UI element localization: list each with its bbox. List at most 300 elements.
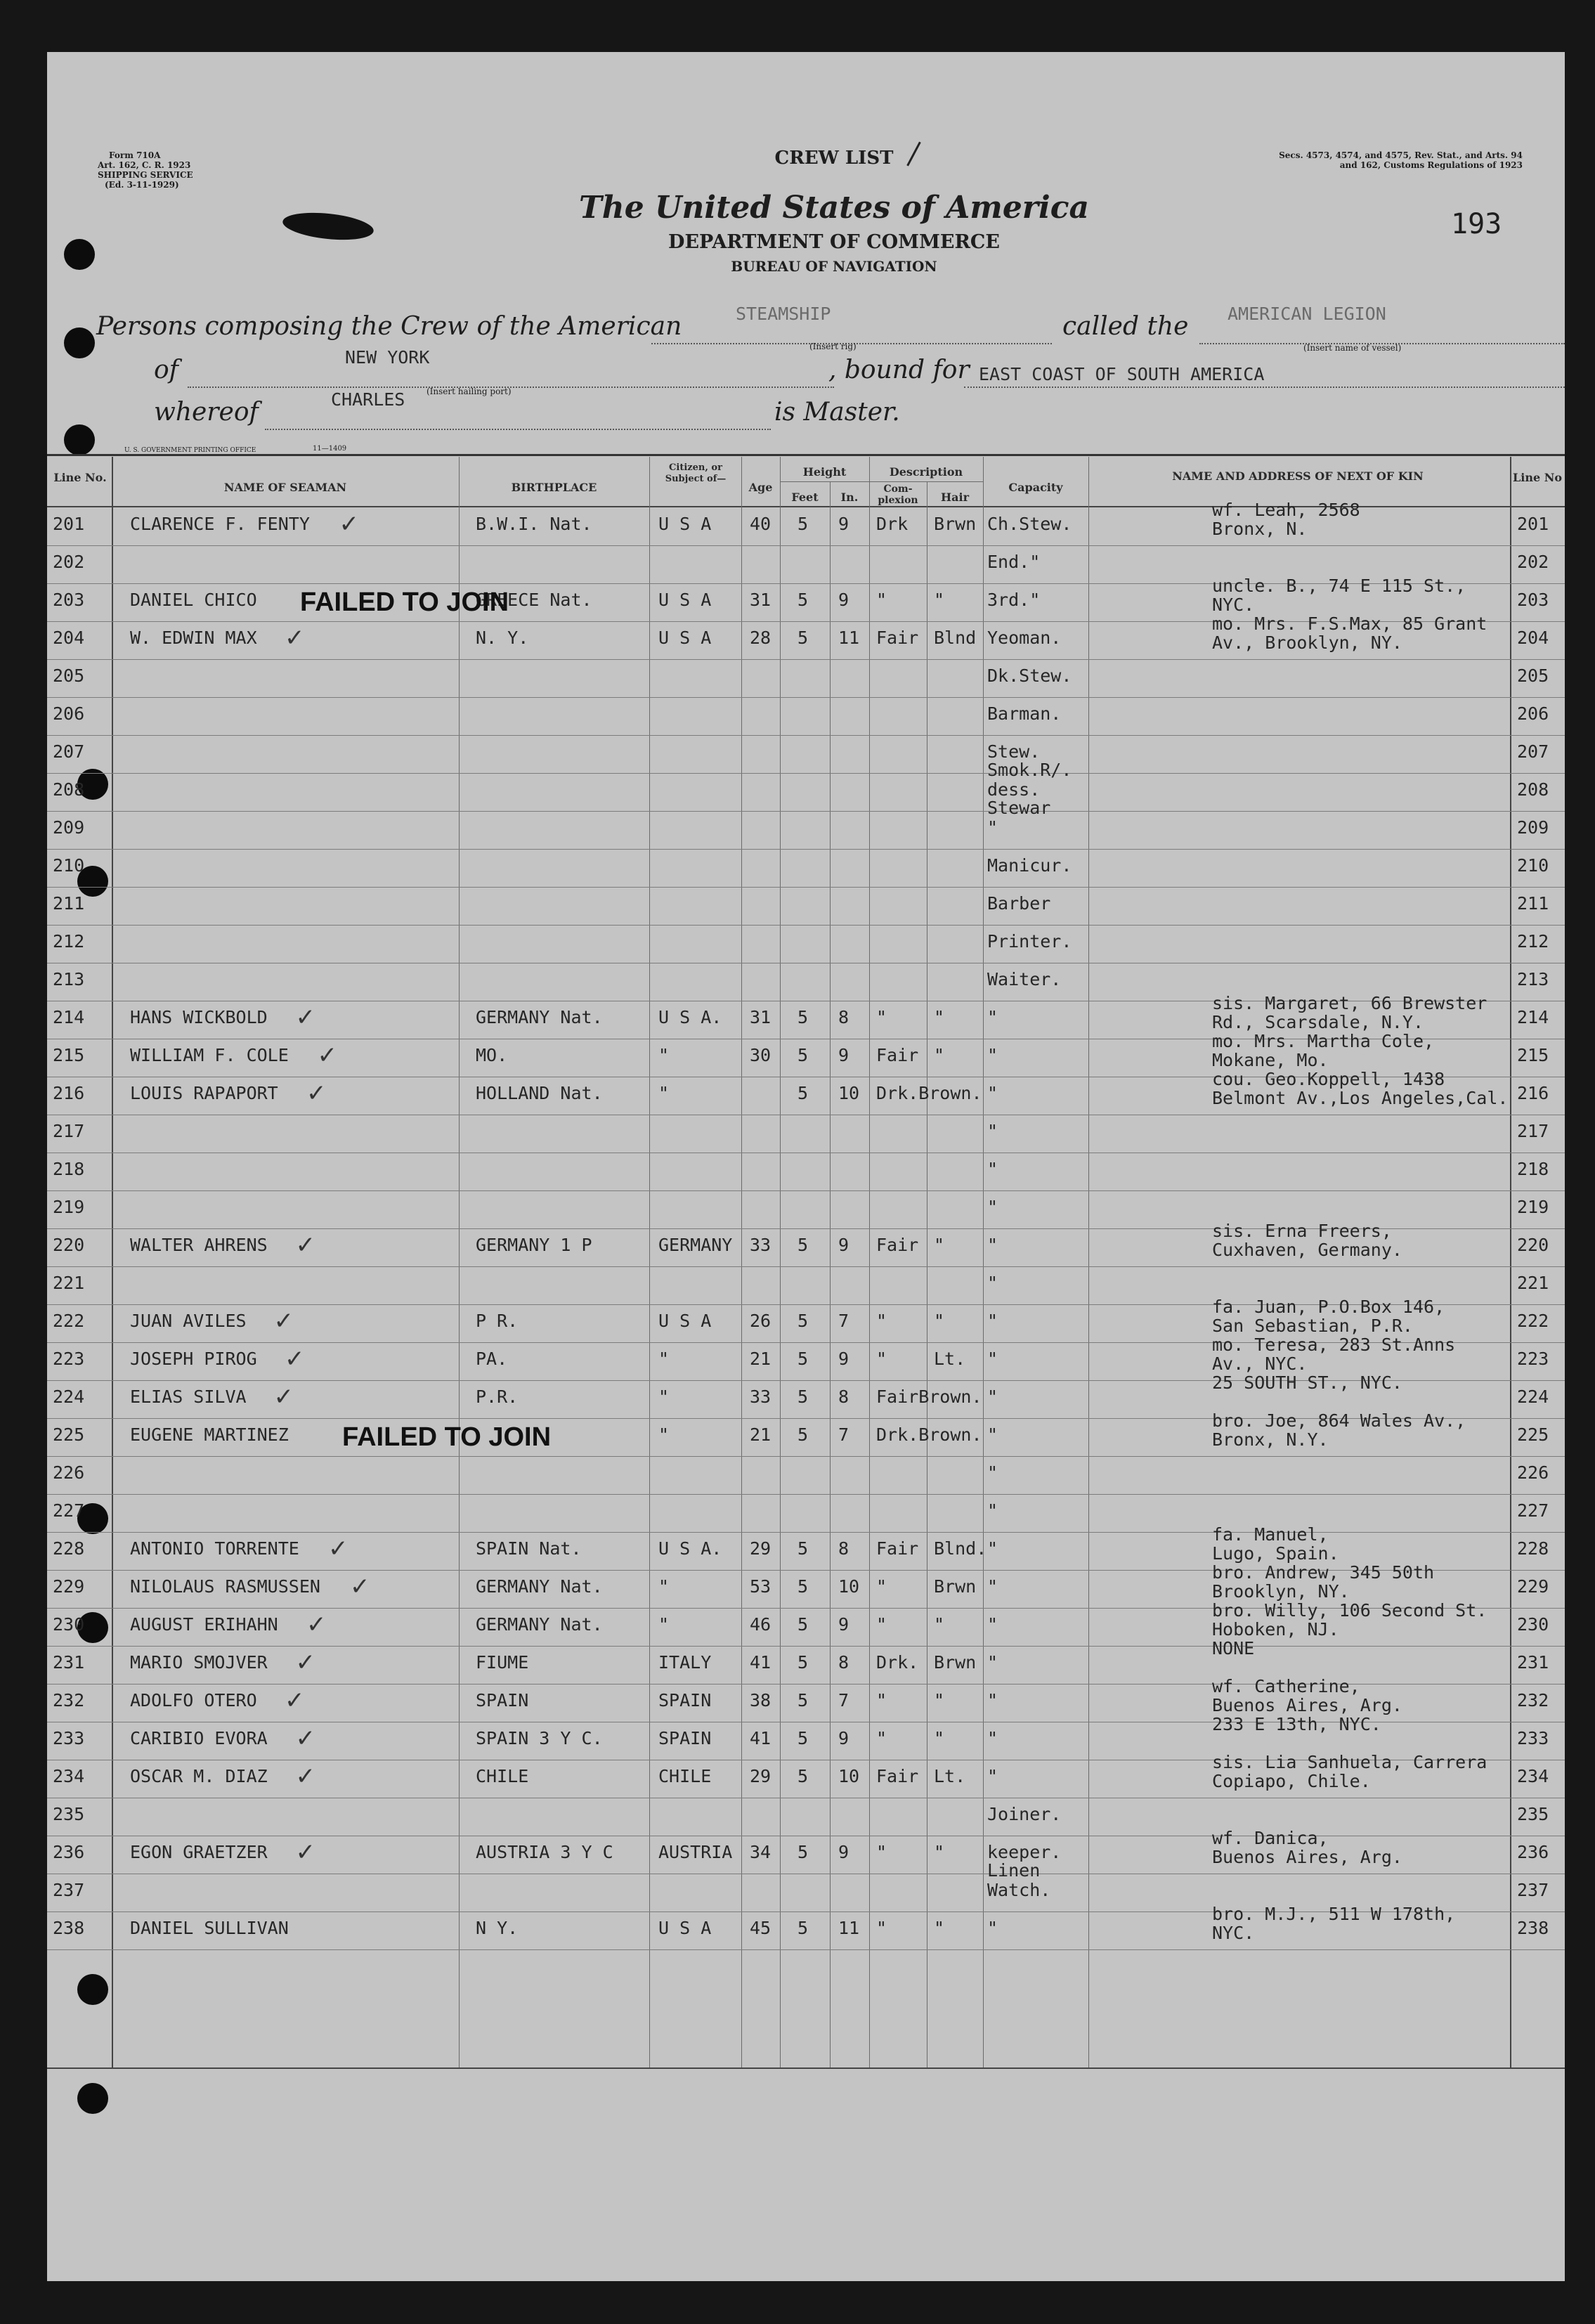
seaman-name: DANIEL CHICO <box>130 590 257 610</box>
citizenship: SPAIN <box>658 1690 712 1710</box>
kin-line-1: mo. Teresa, 283 St.Anns <box>1212 1335 1456 1355</box>
persons-label: Persons composing the Crew of the American <box>96 312 682 341</box>
capacity: Stew. <box>987 741 1041 762</box>
citizenship: " <box>658 1576 670 1597</box>
citizenship: CHILE <box>658 1766 712 1786</box>
line-no-left: 215 <box>53 1045 85 1065</box>
header-birthplace: BIRTHPLACE <box>511 481 597 494</box>
hair: " <box>934 590 945 610</box>
vessel-value: AMERICAN LEGION <box>1228 304 1386 324</box>
kin-line-2: Av., NYC. <box>1212 1353 1308 1374</box>
line-no-left: 229 <box>53 1576 85 1597</box>
kin-line-1: bro. Joe, 864 Wales Av., <box>1212 1410 1466 1431</box>
statute-reference: Secs. 4573, 4574, and 4575, Rev. Stat., and Arts. 94 and 162, Customs Regulations of 1923 <box>1279 150 1523 170</box>
capacity: " <box>987 1273 998 1293</box>
header-complexion: Com- plexion <box>878 483 918 506</box>
table-bottom-border <box>47 2067 1565 2069</box>
next-of-kin <box>1212 1411 1577 1449</box>
line-no-left: 221 <box>53 1273 85 1293</box>
line-no-right: 219 <box>1517 1197 1549 1217</box>
line-no-left: 223 <box>53 1349 85 1369</box>
hair: " <box>934 1728 945 1748</box>
capacity: " <box>987 1121 998 1141</box>
height-inches: 8 <box>838 1007 849 1027</box>
checkmark-icon: ✓ <box>295 1763 315 1791</box>
crew-list-document <box>47 52 1565 2281</box>
of-label: of <box>154 356 178 384</box>
height-feet: 5 <box>798 514 809 534</box>
line-no-right: 208 <box>1517 779 1549 800</box>
hair: Lt. <box>934 1766 966 1786</box>
height-feet: 5 <box>798 1690 809 1710</box>
line-no-left: 226 <box>53 1462 85 1483</box>
age: 29 <box>750 1766 772 1786</box>
seaman-name: W. EDWIN MAX <box>130 628 257 648</box>
capacity: " <box>987 1690 998 1710</box>
line-no-left: 237 <box>53 1880 85 1900</box>
seaman-name: ADOLFO OTERO <box>130 1690 257 1710</box>
called-the-label: called the <box>1062 312 1189 341</box>
hair: " <box>934 1045 945 1065</box>
line-no-right: 236 <box>1517 1842 1549 1862</box>
crew-row <box>47 1153 1565 1191</box>
height-feet: 5 <box>798 1538 809 1559</box>
height-inches: 8 <box>838 1652 849 1673</box>
citizenship: ITALY <box>658 1652 712 1673</box>
age: 53 <box>750 1576 772 1597</box>
line-no-left: 210 <box>53 855 85 876</box>
complexion: FairBrown. <box>876 1387 982 1407</box>
height-inches: 10 <box>838 1576 860 1597</box>
line-no-left: 205 <box>53 666 85 686</box>
line-no-left: 224 <box>53 1387 85 1407</box>
capacity: " <box>987 817 998 838</box>
hair: Blnd. <box>934 1538 987 1559</box>
seaman-name: CARIBIO EVORA <box>130 1728 268 1748</box>
line-no-right: 210 <box>1517 855 1549 876</box>
line-no-left: 222 <box>53 1311 85 1331</box>
next-of-kin <box>1212 1297 1577 1335</box>
line-no-left: 233 <box>53 1728 85 1748</box>
seaman-name: EGON GRAETZER <box>130 1842 268 1862</box>
capacity: " <box>987 1424 998 1445</box>
height-feet: 5 <box>798 1083 809 1103</box>
capacity: " <box>987 1159 998 1179</box>
citizenship: " <box>658 1387 670 1407</box>
punch-hole <box>64 327 95 358</box>
age: 34 <box>750 1842 772 1862</box>
next-of-kin <box>1212 1563 1577 1601</box>
kin-line-1: uncle. B., 74 E 115 St., <box>1212 576 1466 596</box>
checkmark-icon: ✓ <box>273 1383 294 1411</box>
line-no-left: 236 <box>53 1842 85 1862</box>
checkmark-icon: ✓ <box>285 624 305 652</box>
citizenship: U S A <box>658 514 712 534</box>
kin-line-1: sis. Margaret, 66 Brewster <box>1212 993 1487 1013</box>
country-heading: The United States of America <box>578 190 1090 226</box>
line-no-right: 206 <box>1517 703 1549 724</box>
destination-value: EAST COAST OF SOUTH AMERICA <box>979 364 1265 384</box>
complexion: Fair <box>876 1045 919 1065</box>
line-no-right: 215 <box>1517 1045 1549 1065</box>
hair: " <box>934 1690 945 1710</box>
citizenship: AUSTRIA <box>658 1842 733 1862</box>
height-inches: 9 <box>838 1045 849 1065</box>
age: 41 <box>750 1652 772 1673</box>
capacity: Watch. <box>987 1880 1051 1900</box>
bureau-heading: BUREAU OF NAVIGATION <box>731 258 937 275</box>
height-inches: 7 <box>838 1424 849 1445</box>
complexion: " <box>876 1349 887 1369</box>
kin-line-1: NONE <box>1212 1638 1255 1658</box>
kin-line-1: mo. Mrs. F.S.Max, 85 Grant <box>1212 614 1487 634</box>
checkmark-icon: ✓ <box>328 1535 349 1563</box>
next-of-kin <box>1212 1829 1577 1867</box>
crew-row <box>47 811 1565 850</box>
seaman-name: ANTONIO TORRENTE <box>130 1538 299 1559</box>
punch-hole <box>77 2083 108 2114</box>
capacity: " <box>987 1462 998 1483</box>
seaman-name: EUGENE MARTINEZ <box>130 1424 289 1445</box>
age: 31 <box>750 1007 772 1027</box>
birthplace: FIUME <box>476 1652 529 1673</box>
complexion: Drk <box>876 514 909 534</box>
whereof-label: whereof <box>154 398 259 427</box>
line-no-left: 227 <box>53 1500 85 1521</box>
next-of-kin <box>1212 994 1577 1032</box>
birthplace: GERMANY 1 P <box>476 1235 592 1255</box>
checkmark-icon: ✓ <box>285 1687 305 1715</box>
kin-line-1: wf. Danica, <box>1212 1828 1329 1848</box>
form-edition: (Ed. 3-11-1929) <box>105 180 179 190</box>
line-no-left: 234 <box>53 1766 85 1786</box>
capacity: " <box>987 1235 998 1255</box>
header-line-no: Line No. <box>53 471 107 484</box>
age: 28 <box>750 628 772 648</box>
capacity: " <box>987 1728 998 1748</box>
citizenship: " <box>658 1349 670 1369</box>
age: 29 <box>750 1538 772 1559</box>
line-no-left: 208 <box>53 779 85 800</box>
checkmark-icon: ✓ <box>306 1079 327 1108</box>
capacity-continuation: Stewar <box>987 798 1051 818</box>
next-of-kin <box>1212 1715 1577 1734</box>
seaman-name: WALTER AHRENS <box>130 1235 268 1255</box>
next-of-kin <box>1212 1639 1577 1658</box>
complexion: Fair <box>876 628 919 648</box>
line-no-right: 234 <box>1517 1766 1549 1786</box>
height-inches: 7 <box>838 1690 849 1710</box>
birthplace: MO. <box>476 1045 508 1065</box>
master-field-line <box>265 429 771 430</box>
hair: Lt. <box>934 1349 966 1369</box>
height-feet: 5 <box>798 1918 809 1938</box>
capacity: Printer. <box>987 931 1072 952</box>
capacity: " <box>987 1576 998 1597</box>
height-inches: 8 <box>838 1387 849 1407</box>
height-inches: 9 <box>838 1842 849 1862</box>
crew-row <box>47 659 1565 698</box>
line-no-right: 221 <box>1517 1273 1549 1293</box>
line-no-left: 202 <box>53 552 85 572</box>
ink-blot <box>281 209 375 243</box>
line-no-left: 217 <box>53 1121 85 1141</box>
next-of-kin <box>1212 1677 1577 1715</box>
age: 21 <box>750 1349 772 1369</box>
kin-line-2: Belmont Av.,Los Angeles,Cal. <box>1212 1088 1509 1108</box>
birthplace: B.W.I. Nat. <box>476 514 592 534</box>
line-no-left: 231 <box>53 1652 85 1673</box>
checkmark-icon: ✓ <box>295 1725 315 1753</box>
header-age: Age <box>748 481 773 494</box>
next-of-kin <box>1212 1525 1577 1563</box>
capacity: " <box>987 1045 998 1065</box>
age: 26 <box>750 1311 772 1331</box>
line-no-left: 201 <box>53 514 85 534</box>
kin-line-1: 25 SOUTH ST., NYC. <box>1212 1372 1402 1393</box>
capacity: " <box>987 1387 998 1407</box>
height-inches: 11 <box>838 628 860 648</box>
capacity: " <box>987 1918 998 1938</box>
kin-line-2: Hoboken, NJ. <box>1212 1619 1339 1640</box>
line-no-right: 207 <box>1517 741 1549 762</box>
kin-line-1: wf. Leah, 2568 <box>1212 500 1360 520</box>
kin-line-2: San Sebastian, P.R. <box>1212 1316 1413 1336</box>
line-no-right: 238 <box>1517 1918 1549 1938</box>
line-no-right: 235 <box>1517 1804 1549 1824</box>
line-no-left: 206 <box>53 703 85 724</box>
line-no-left: 235 <box>53 1804 85 1824</box>
seaman-name: AUGUST ERIHAHN <box>130 1614 278 1635</box>
age: 31 <box>750 590 772 610</box>
line-no-left: 228 <box>53 1538 85 1559</box>
hair: Blnd <box>934 628 977 648</box>
line-no-right: 233 <box>1517 1728 1549 1748</box>
header-height: Height <box>802 465 847 479</box>
complexion: " <box>876 1690 887 1710</box>
next-of-kin <box>1212 1335 1577 1373</box>
capacity: " <box>987 1007 998 1027</box>
header-name: NAME OF SEAMAN <box>223 481 347 494</box>
hair: " <box>934 1007 945 1027</box>
complexion: Fair <box>876 1538 919 1559</box>
kin-line-1: fa. Juan, P.O.Box 146, <box>1212 1297 1445 1317</box>
next-of-kin <box>1212 614 1577 652</box>
kin-line-2: NYC. <box>1212 595 1255 615</box>
birthplace: SPAIN <box>476 1690 529 1710</box>
birthplace: N Y. <box>476 1918 519 1938</box>
kin-line-2: Lugo, Spain. <box>1212 1543 1339 1564</box>
age: 33 <box>750 1387 772 1407</box>
seaman-name: WILLIAM F. COLE <box>130 1045 289 1065</box>
birthplace: CHILE <box>476 1766 529 1786</box>
complexion: Drk.Brown. <box>876 1424 982 1445</box>
capacity: " <box>987 1083 998 1103</box>
line-no-left: 213 <box>53 969 85 989</box>
crew-list-title: CREW LIST <box>774 148 894 169</box>
form-reference: Art. 162, C. R. 1923 <box>98 160 191 170</box>
seaman-name: JUAN AVILES <box>130 1311 247 1331</box>
next-of-kin <box>1212 1601 1577 1639</box>
capacity: " <box>987 1652 998 1673</box>
line-no-right: 213 <box>1517 969 1549 989</box>
hair: " <box>934 1614 945 1635</box>
bound-for-label: , bound for <box>828 356 970 384</box>
birthplace: GREECE Nat. <box>476 590 592 610</box>
next-of-kin <box>1212 1904 1577 1942</box>
height-inches: 9 <box>838 1728 849 1748</box>
complexion: " <box>876 1007 887 1027</box>
line-no-left: 209 <box>53 817 85 838</box>
kin-line-1: mo. Mrs. Martha Cole, <box>1212 1031 1435 1051</box>
kin-line-1: fa. Manuel, <box>1212 1524 1329 1545</box>
kin-line-2: Buenos Aires, Arg. <box>1212 1695 1402 1715</box>
height-inches: 10 <box>838 1766 860 1786</box>
next-of-kin <box>1212 1373 1577 1392</box>
kin-line-1: cou. Geo.Koppell, 1438 <box>1212 1069 1445 1089</box>
age: 30 <box>750 1045 772 1065</box>
capacity: Waiter. <box>987 969 1062 989</box>
line-no-left: 225 <box>53 1424 85 1445</box>
line-no-right: 229 <box>1517 1576 1549 1597</box>
complexion: " <box>876 1576 887 1597</box>
line-no-right: 224 <box>1517 1387 1549 1407</box>
failed-to-join-stamp: FAILED TO JOIN <box>342 1422 552 1452</box>
birthplace: N. Y. <box>476 628 529 648</box>
kin-line-2: Cuxhaven, Germany. <box>1212 1240 1402 1260</box>
next-of-kin <box>1212 1753 1577 1791</box>
checkmark-icon: ✓ <box>295 1649 315 1677</box>
form-id: Form 710A <box>109 150 161 160</box>
line-no-right: 201 <box>1517 514 1549 534</box>
line-no-left: 207 <box>53 741 85 762</box>
capacity: Ch.Stew. <box>987 514 1072 534</box>
citizenship: U S A <box>658 1918 712 1938</box>
complexion: " <box>876 1918 887 1938</box>
complexion: " <box>876 1842 887 1862</box>
citizenship: SPAIN <box>658 1728 712 1748</box>
master-label: is Master. <box>774 398 900 427</box>
line-no-left: 219 <box>53 1197 85 1217</box>
capacity-continuation: Linen <box>987 1860 1041 1881</box>
line-no-right: 230 <box>1517 1614 1549 1635</box>
kin-line-1: wf. Catherine, <box>1212 1676 1360 1696</box>
kin-line-2: Brooklyn, NY. <box>1212 1581 1350 1602</box>
next-of-kin <box>1212 1032 1577 1070</box>
vessel-hint: (Insert name of vessel) <box>1303 343 1402 353</box>
capacity: " <box>987 1349 998 1369</box>
capacity: Yeoman. <box>987 628 1062 648</box>
hair: " <box>934 1918 945 1938</box>
height-feet: 5 <box>798 1424 809 1445</box>
birthplace: GERMANY Nat. <box>476 1614 603 1635</box>
height-inches: 9 <box>838 514 849 534</box>
page-number: 193 <box>1451 208 1502 240</box>
seaman-name: JOSEPH PIROG <box>130 1349 257 1369</box>
checkmark-icon: ✓ <box>306 1611 327 1639</box>
line-no-left: 216 <box>53 1083 85 1103</box>
checkmark-icon: ✓ <box>273 1307 294 1335</box>
line-no-right: 227 <box>1517 1500 1549 1521</box>
capacity: Manicur. <box>987 855 1072 876</box>
line-no-right: 223 <box>1517 1349 1549 1369</box>
kin-line-1: bro. Andrew, 345 50th <box>1212 1562 1435 1583</box>
master-value: CHARLES <box>331 389 405 410</box>
next-of-kin <box>1212 500 1577 538</box>
line-no-left: 203 <box>53 590 85 610</box>
kin-line-2: Bronx, N. <box>1212 519 1308 539</box>
complexion: " <box>876 1728 887 1748</box>
height-inches: 9 <box>838 1614 849 1635</box>
header-description: Description <box>889 465 963 479</box>
citizenship: GERMANY <box>658 1235 733 1255</box>
citizenship: " <box>658 1083 670 1103</box>
height-feet: 5 <box>798 1007 809 1027</box>
capacity: Barber <box>987 893 1051 914</box>
checkmark-icon: ✓ <box>295 1004 315 1032</box>
citizenship: U S A <box>658 590 712 610</box>
height-inches: 9 <box>838 1349 849 1369</box>
line-no-right: 202 <box>1517 552 1549 572</box>
height-feet: 5 <box>798 1387 809 1407</box>
line-no-right: 231 <box>1517 1652 1549 1673</box>
citizenship: " <box>658 1424 670 1445</box>
line-no-left: 214 <box>53 1007 85 1027</box>
line-no-right: 214 <box>1517 1007 1549 1027</box>
height-feet: 5 <box>798 1842 809 1862</box>
capacity: Dk.Stew. <box>987 666 1072 686</box>
line-no-right: 228 <box>1517 1538 1549 1559</box>
line-no-right: 218 <box>1517 1159 1549 1179</box>
line-no-left: 220 <box>53 1235 85 1255</box>
height-inches: 11 <box>838 1918 860 1938</box>
birthplace: GERMANY Nat. <box>476 1576 603 1597</box>
birthplace: P.R. <box>476 1387 519 1407</box>
line-no-left: 218 <box>53 1159 85 1179</box>
line-no-left: 230 <box>53 1614 85 1635</box>
kin-line-1: bro. Willy, 106 Second St. <box>1212 1600 1487 1621</box>
line-no-right: 220 <box>1517 1235 1549 1255</box>
age: 38 <box>750 1690 772 1710</box>
birthplace: SPAIN 3 Y C. <box>476 1728 603 1748</box>
complexion: " <box>876 590 887 610</box>
birthplace: SPAIN Nat. <box>476 1538 582 1559</box>
age: 21 <box>750 1424 772 1445</box>
capacity: " <box>987 1311 998 1331</box>
line-no-right: 211 <box>1517 893 1549 914</box>
capacity: " <box>987 1614 998 1635</box>
capacity: " <box>987 1538 998 1559</box>
age: 45 <box>750 1918 772 1938</box>
line-no-right: 216 <box>1517 1083 1549 1103</box>
height-feet: 5 <box>798 628 809 648</box>
birthplace: GERMANY Nat. <box>476 1007 603 1027</box>
height-feet: 5 <box>798 590 809 610</box>
capacity-continuation: Smok.R/. <box>987 760 1072 780</box>
birthplace: P R. <box>476 1311 519 1331</box>
rig-value: STEAMSHIP <box>736 304 831 324</box>
kin-line-1: sis. Lia Sanhuela, Carrera <box>1212 1752 1487 1772</box>
seaman-name: NILOLAUS RASMUSSEN <box>130 1576 320 1597</box>
punch-hole <box>77 1974 108 2005</box>
line-no-right: 232 <box>1517 1690 1549 1710</box>
citizenship: " <box>658 1614 670 1635</box>
hair: " <box>934 1842 945 1862</box>
height-inches: 10 <box>838 1083 860 1103</box>
department-heading: DEPARTMENT OF COMMERCE <box>668 231 1000 253</box>
checkmark-icon: ✓ <box>317 1041 337 1070</box>
capacity: End." <box>987 552 1041 572</box>
